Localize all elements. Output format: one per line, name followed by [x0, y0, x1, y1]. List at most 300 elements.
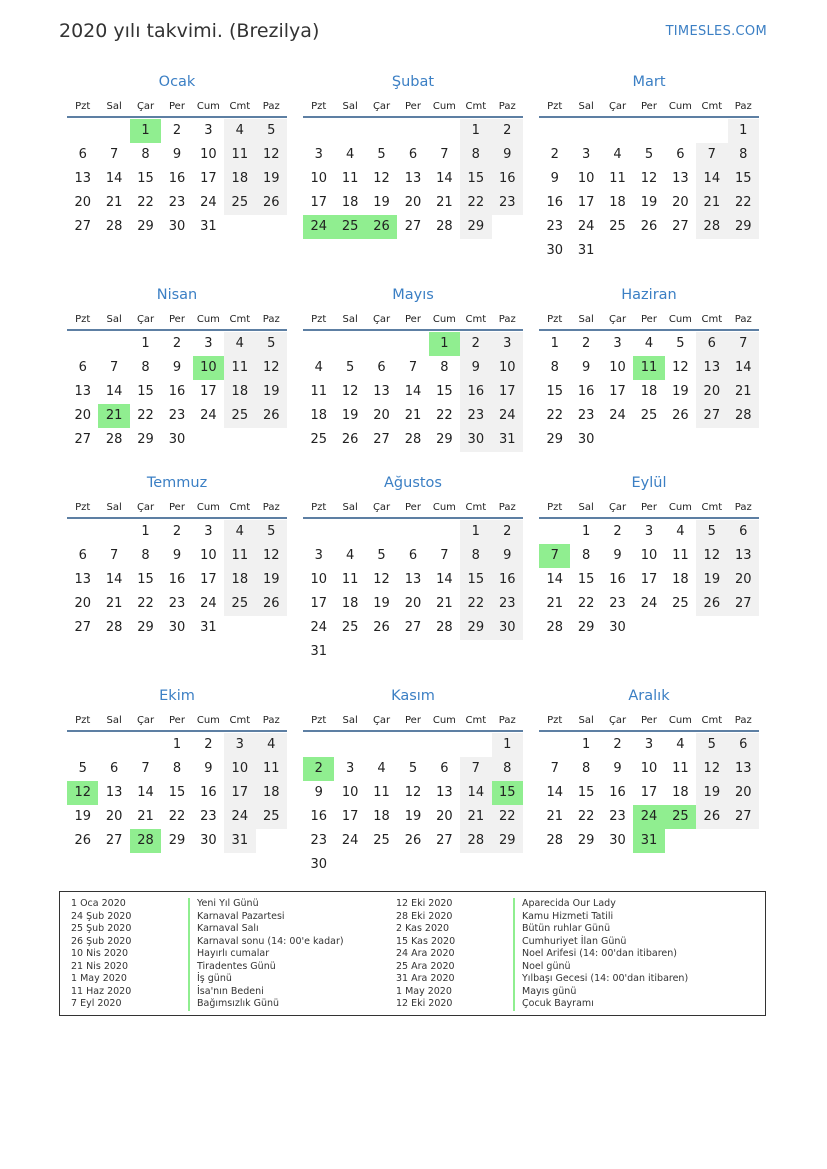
day-cell: 3 — [314, 548, 323, 563]
weekend-day-cell: 21 — [460, 805, 491, 829]
holiday-day-cell: 2 — [303, 757, 334, 781]
legend-marker — [513, 936, 515, 949]
empty-day-cell — [633, 239, 664, 263]
weekend-day-cell: 17 — [224, 781, 255, 805]
week-row — [67, 781, 287, 805]
weekday-label: Cum — [432, 314, 456, 325]
day-cell: 4 — [676, 524, 685, 539]
weekend-day-cell: 25 — [224, 592, 255, 616]
weekend-day-cell: 30 — [492, 616, 523, 640]
weekend-day-cell: 29 — [492, 829, 523, 853]
day-cell: 30 — [168, 432, 186, 447]
day-cell: 3 — [581, 147, 591, 162]
day-cell: 23 — [168, 596, 186, 611]
week-row — [303, 380, 523, 404]
weekend-day-cell: 1 — [728, 119, 759, 143]
legend-holiday-name: Noel Arifesi (14: 00'dan itibaren) — [522, 948, 677, 959]
weekday-label: Sal — [106, 715, 122, 726]
weekend-day-cell: 27 — [696, 404, 727, 428]
day-cell: 19 — [74, 809, 91, 824]
weekday-label: Pzt — [75, 502, 91, 513]
day-cell: 2 — [172, 524, 182, 539]
month-name: Ekim — [159, 688, 195, 704]
holiday-day-cell: 21 — [98, 404, 129, 428]
empty-day-cell — [602, 119, 633, 143]
day-cell: 29 — [577, 833, 595, 848]
legend-date: 2 Kas 2020 — [396, 923, 450, 934]
weekend-day-cell: 2 — [492, 520, 523, 544]
weekday-label: Paz — [498, 314, 516, 325]
weekday-header — [539, 712, 759, 732]
week-row — [303, 592, 523, 616]
weekend-day-cell: 8 — [728, 143, 759, 167]
holiday-day-cell: 10 — [193, 356, 224, 380]
empty-day-cell — [539, 520, 570, 544]
legend-marker — [513, 986, 515, 999]
empty-day-cell — [224, 616, 255, 640]
legend-holiday-name: Tiradentes Günü — [197, 960, 276, 972]
day-cell: 31 — [200, 620, 217, 635]
day-cell: 10 — [577, 171, 595, 186]
day-cell: 27 — [404, 219, 422, 234]
weekend-day-cell: 31 — [224, 829, 255, 853]
weekday-label: Cum — [432, 502, 456, 513]
weekend-day-cell: 21 — [728, 380, 759, 404]
day-cell: 4 — [345, 548, 355, 563]
empty-day-cell — [492, 640, 523, 664]
weekday-header — [539, 311, 759, 331]
week-row — [539, 829, 759, 853]
week-row — [539, 520, 759, 544]
day-cell: 17 — [640, 785, 658, 800]
holiday-day-cell: 1 — [429, 332, 460, 356]
day-cell: 6 — [408, 548, 418, 563]
week-row — [539, 239, 759, 263]
empty-day-cell — [98, 520, 129, 544]
day-cell: 17 — [640, 572, 658, 587]
legend-entry — [396, 961, 688, 974]
legend-entry — [396, 948, 688, 961]
day-cell: 24 — [310, 620, 327, 635]
empty-day-cell — [334, 520, 365, 544]
week-row — [303, 829, 523, 853]
weekend-day-cell: 25 — [256, 805, 287, 829]
legend-holiday-name: Mayıs günü — [522, 985, 577, 997]
day-cell: 1 — [141, 336, 150, 351]
week-row — [303, 805, 523, 829]
weekend-day-cell: 6 — [728, 520, 759, 544]
day-cell: 12 — [672, 360, 689, 375]
day-cell: 20 — [105, 809, 123, 824]
day-cell: 2 — [172, 336, 182, 351]
weekend-day-cell: 28 — [696, 215, 727, 239]
month-name: Nisan — [156, 287, 198, 303]
day-cell: 5 — [377, 548, 386, 563]
week-row — [303, 781, 523, 805]
weekend-day-cell: 23 — [492, 592, 523, 616]
day-cell: 15 — [436, 384, 453, 399]
day-cell: 14 — [105, 171, 123, 186]
legend-marker — [513, 948, 515, 961]
weekday-label: Cum — [196, 101, 220, 112]
legend-holiday-name: Cumhuriyet İlan Günü — [522, 935, 627, 947]
day-cell: 4 — [345, 147, 355, 162]
legend-holiday-name: Karnaval Salı — [197, 923, 259, 934]
week-row — [67, 215, 287, 239]
empty-day-cell — [256, 215, 287, 239]
day-cell: 30 — [546, 243, 563, 258]
day-cell: 3 — [644, 524, 654, 539]
legend-holiday-name: Noel günü — [522, 960, 571, 972]
weekend-day-cell: 12 — [256, 544, 287, 568]
day-cell: 26 — [672, 408, 689, 423]
weekday-label: Cum — [668, 502, 692, 513]
empty-day-cell — [334, 119, 365, 143]
day-cell: 29 — [137, 432, 154, 447]
day-cell: 22 — [168, 809, 186, 824]
day-cell: 12 — [373, 171, 390, 186]
weekend-day-cell: 11 — [224, 356, 255, 380]
holiday-day-cell: 28 — [130, 829, 161, 853]
weekend-day-cell: 20 — [696, 380, 727, 404]
day-cell: 9 — [613, 761, 622, 776]
week-row — [303, 143, 523, 167]
weekday-label: Cum — [668, 715, 692, 726]
weekend-day-cell: 12 — [256, 356, 287, 380]
empty-day-cell — [334, 640, 365, 664]
weekend-day-cell: 24 — [224, 805, 255, 829]
day-cell: 14 — [546, 572, 563, 587]
day-cell: 29 — [436, 432, 453, 447]
weekday-label: Çar — [372, 715, 391, 726]
day-cell: 10 — [640, 548, 658, 563]
day-cell: 2 — [550, 147, 559, 162]
day-cell: 21 — [436, 195, 453, 210]
weekend-day-cell: 26 — [696, 592, 727, 616]
weekend-day-cell: 25 — [224, 191, 255, 215]
week-row — [539, 616, 759, 640]
day-cell: 18 — [341, 195, 359, 210]
legend-holiday-name: Karnaval Pazartesi — [197, 910, 285, 922]
day-cell: 14 — [436, 572, 453, 587]
empty-day-cell — [728, 829, 759, 853]
day-cell: 25 — [310, 432, 327, 447]
week-row — [67, 592, 287, 616]
day-cell: 30 — [577, 432, 595, 447]
day-cell: 21 — [105, 596, 123, 611]
holiday-day-cell: 11 — [633, 356, 664, 380]
weekday-label: Per — [641, 502, 657, 513]
day-cell: 23 — [168, 408, 186, 423]
empty-day-cell — [429, 640, 460, 664]
weekday-label: Cmt — [465, 314, 487, 325]
day-cell: 18 — [609, 195, 626, 210]
legend-entry — [71, 986, 344, 999]
day-cell: 9 — [172, 360, 182, 375]
empty-day-cell — [224, 428, 255, 452]
day-cell: 4 — [377, 761, 386, 776]
day-cell: 23 — [200, 809, 217, 824]
month-name: Haziran — [621, 287, 677, 303]
day-cell: 27 — [373, 432, 390, 447]
day-cell: 13 — [105, 785, 123, 800]
legend-date: 31 Ara 2020 — [396, 973, 455, 984]
weekend-day-cell: 11 — [256, 757, 287, 781]
month-11 — [303, 685, 523, 877]
day-cell: 13 — [404, 171, 422, 186]
weekday-label: Per — [405, 314, 421, 325]
day-cell: 21 — [436, 596, 453, 611]
legend-marker — [188, 998, 190, 1011]
weekday-label: Cum — [196, 715, 220, 726]
day-cell: 4 — [676, 737, 685, 752]
weekday-label: Çar — [372, 314, 391, 325]
week-row — [303, 568, 523, 592]
day-cell: 13 — [373, 384, 390, 399]
day-cell: 27 — [672, 219, 689, 234]
legend-marker — [513, 973, 515, 986]
day-cell: 28 — [105, 620, 123, 635]
day-cell: 3 — [644, 737, 654, 752]
day-cell: 28 — [105, 432, 123, 447]
weekend-day-cell: 9 — [460, 356, 491, 380]
empty-day-cell — [602, 239, 633, 263]
weekday-header — [303, 712, 523, 732]
weekend-day-cell: 9 — [492, 143, 523, 167]
day-cell: 12 — [404, 785, 422, 800]
day-cell: 3 — [613, 336, 622, 351]
weekend-day-cell: 2 — [460, 332, 491, 356]
legend-entry — [396, 898, 688, 911]
day-cell: 21 — [546, 596, 563, 611]
day-cell: 20 — [373, 408, 390, 423]
legend-entry — [396, 911, 688, 924]
weekday-label: Paz — [734, 715, 752, 726]
weekday-label: Cum — [196, 502, 220, 513]
day-cell: 25 — [341, 620, 359, 635]
month-name: Mayıs — [392, 287, 434, 303]
weekend-day-cell: 8 — [460, 544, 491, 568]
day-cell: 13 — [74, 572, 91, 587]
empty-day-cell — [256, 616, 287, 640]
weekday-label: Per — [405, 101, 421, 112]
weekend-day-cell: 2 — [492, 119, 523, 143]
day-cell: 8 — [581, 548, 591, 563]
weekday-label: Per — [641, 314, 657, 325]
week-row — [539, 733, 759, 757]
day-cell: 15 — [577, 572, 595, 587]
day-cell: 24 — [200, 195, 217, 210]
weekday-label: Per — [169, 715, 185, 726]
empty-day-cell — [696, 616, 727, 640]
day-cell: 7 — [408, 360, 418, 375]
empty-day-cell — [303, 119, 334, 143]
day-cell: 1 — [172, 737, 182, 752]
week-row — [539, 592, 759, 616]
weekday-label: Çar — [608, 101, 627, 112]
weekend-day-cell: 19 — [256, 167, 287, 191]
legend-entry — [71, 898, 344, 911]
weekday-label: Sal — [342, 101, 358, 112]
week-row — [67, 805, 287, 829]
week-row — [67, 568, 287, 592]
day-cell: 19 — [373, 195, 390, 210]
weekend-day-cell: 4 — [224, 332, 255, 356]
legend-date: 12 Eki 2020 — [396, 998, 453, 1009]
week-row — [67, 167, 287, 191]
month-3 — [539, 71, 759, 263]
weekday-header — [67, 98, 287, 118]
brand-link[interactable]: TIMESLES.COM — [665, 24, 767, 39]
weekday-label: Cmt — [701, 502, 723, 513]
legend-entry — [396, 986, 688, 999]
weekday-label: Cmt — [229, 314, 251, 325]
day-cell: 15 — [137, 572, 154, 587]
weekday-label: Paz — [498, 502, 516, 513]
weekend-day-cell: 26 — [696, 805, 727, 829]
weekday-label: Per — [641, 101, 657, 112]
empty-day-cell — [397, 640, 428, 664]
day-cell: 16 — [310, 809, 327, 824]
day-cell: 6 — [440, 761, 449, 776]
day-cell: 19 — [640, 195, 658, 210]
empty-day-cell — [303, 332, 334, 356]
day-cell: 16 — [168, 171, 186, 186]
weekend-day-cell: 18 — [224, 167, 255, 191]
empty-day-cell — [665, 428, 696, 452]
day-cell: 23 — [310, 833, 327, 848]
week-row — [67, 733, 287, 757]
day-cell: 26 — [74, 833, 91, 848]
day-cell: 12 — [341, 384, 359, 399]
day-cell: 25 — [640, 408, 658, 423]
weekday-label: Pzt — [311, 314, 327, 325]
day-cell: 20 — [404, 596, 422, 611]
day-cell: 16 — [200, 785, 217, 800]
day-cell: 20 — [74, 408, 91, 423]
day-cell: 9 — [613, 548, 622, 563]
day-cell: 8 — [141, 147, 150, 162]
day-cell: 26 — [640, 219, 658, 234]
weekday-label: Paz — [734, 314, 752, 325]
legend-entry — [71, 973, 344, 986]
day-cell: 23 — [168, 195, 186, 210]
weekend-day-cell: 15 — [728, 167, 759, 191]
day-cell: 23 — [546, 219, 563, 234]
day-cell: 22 — [577, 809, 595, 824]
weekday-label: Sal — [578, 101, 594, 112]
legend-holiday-name: Bütün ruhlar Günü — [522, 923, 611, 934]
weekday-label: Pzt — [311, 101, 327, 112]
holiday-day-cell: 12 — [67, 781, 98, 805]
day-cell: 21 — [404, 408, 422, 423]
weekend-day-cell: 18 — [256, 781, 287, 805]
weekend-day-cell: 1 — [460, 119, 491, 143]
day-cell: 30 — [609, 833, 626, 848]
weekday-label: Cum — [196, 314, 220, 325]
empty-day-cell — [397, 733, 428, 757]
day-cell: 7 — [109, 147, 119, 162]
legend-entry — [71, 998, 344, 1011]
weekend-day-cell: 14 — [696, 167, 727, 191]
weekend-day-cell: 4 — [224, 119, 255, 143]
weekend-day-cell: 5 — [256, 520, 287, 544]
empty-day-cell — [696, 239, 727, 263]
weekend-day-cell: 26 — [256, 404, 287, 428]
day-cell: 10 — [310, 171, 327, 186]
week-row — [539, 805, 759, 829]
empty-day-cell — [539, 119, 570, 143]
month-2 — [303, 71, 523, 239]
day-cell: 27 — [105, 833, 123, 848]
month-name: Kasım — [391, 688, 435, 704]
day-cell: 26 — [373, 620, 390, 635]
day-cell: 4 — [613, 147, 622, 162]
holiday-day-cell: 25 — [334, 215, 365, 239]
day-cell: 29 — [137, 620, 154, 635]
day-cell: 7 — [141, 761, 150, 776]
legend-entry — [71, 948, 344, 961]
day-cell: 15 — [137, 171, 154, 186]
day-cell: 2 — [204, 737, 213, 752]
week-row — [303, 332, 523, 356]
day-cell: 21 — [105, 195, 123, 210]
day-cell: 18 — [672, 785, 689, 800]
month-8 — [303, 472, 523, 664]
day-cell: 25 — [373, 833, 390, 848]
week-row — [539, 191, 759, 215]
weekday-label: Pzt — [75, 314, 91, 325]
empty-day-cell — [429, 520, 460, 544]
weekend-day-cell: 8 — [460, 143, 491, 167]
legend-date: 1 May 2020 — [71, 973, 127, 984]
month-1 — [67, 71, 287, 239]
day-cell: 10 — [640, 761, 658, 776]
month-10 — [67, 685, 287, 853]
day-cell: 20 — [672, 195, 689, 210]
legend-date: 12 Eki 2020 — [396, 898, 453, 909]
weekday-label: Sal — [342, 502, 358, 513]
day-cell: 27 — [74, 219, 91, 234]
day-cell: 15 — [168, 785, 186, 800]
weekday-label: Per — [641, 715, 657, 726]
empty-day-cell — [460, 733, 491, 757]
page-title: 2020 yılı takvimi. (Brezilya) — [59, 20, 320, 42]
day-cell: 1 — [550, 336, 559, 351]
empty-day-cell — [696, 119, 727, 143]
weekday-label: Paz — [262, 502, 280, 513]
legend-entry — [396, 973, 688, 986]
day-cell: 16 — [609, 785, 626, 800]
weekday-header — [303, 499, 523, 519]
month-name: Aralık — [628, 688, 670, 704]
week-row — [539, 544, 759, 568]
weekend-day-cell: 16 — [492, 568, 523, 592]
day-cell: 31 — [200, 219, 217, 234]
day-cell: 17 — [577, 195, 595, 210]
day-cell: 24 — [577, 219, 595, 234]
legend-date: 7 Eyl 2020 — [71, 998, 122, 1009]
legend-marker — [188, 961, 190, 974]
empty-day-cell — [67, 332, 98, 356]
weekday-header — [303, 311, 523, 331]
day-cell: 6 — [676, 147, 685, 162]
day-cell: 15 — [577, 785, 595, 800]
day-cell: 18 — [310, 408, 327, 423]
day-cell: 14 — [105, 384, 123, 399]
weekend-day-cell: 21 — [696, 191, 727, 215]
day-cell: 24 — [200, 408, 217, 423]
